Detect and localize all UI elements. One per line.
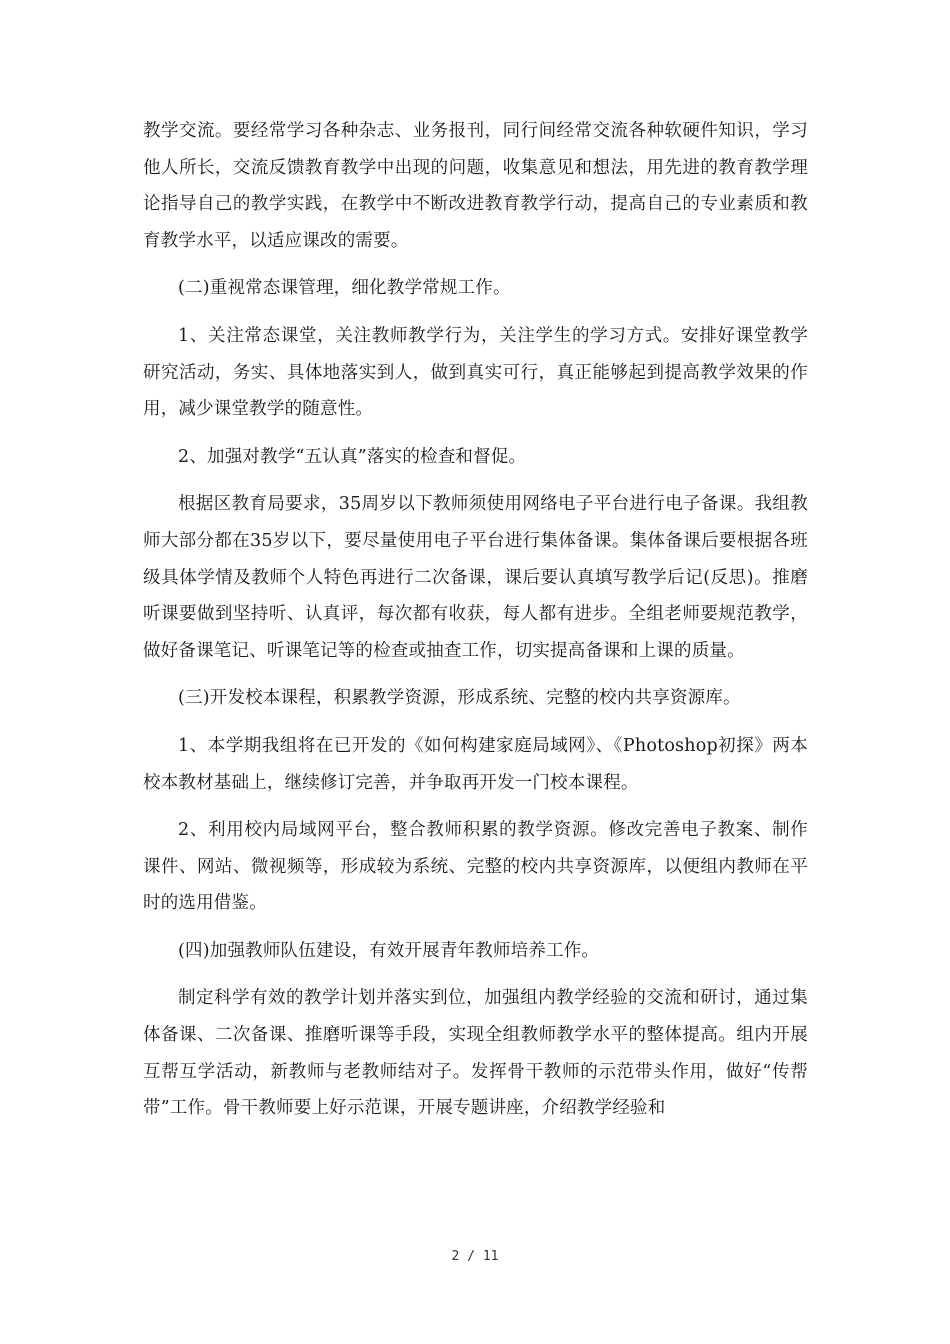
paragraph-9-heading: (四)加强教师队伍建设，有效开展青年教师培养工作。 — [178, 940, 600, 961]
paragraph-10: 制定科学有效的教学计划并落实到位，加强组内教学经验的交流和研讨，通过集体备课、二次备课、推磨听课等手段，实现全组教师教学水平的整体提高。组内开展互帮互学活动，新教师与老教师结对子。发挥骨干教师的示范带头作用，做好“传帮带”工作。骨干教师要上好示范课，开展专题讲座，介绍教学经验和 — [143, 988, 808, 1119]
paragraph-8: 2、利用校内局域网平台，整合教师积累的教学资源。修改完善电子教案、制作课件、网站、微视频等，形成较为系统、完整的校内共享资源库，以便组内教师在平时的选用借鉴。 — [143, 820, 808, 914]
page-number: 2 / 11 — [451, 1249, 499, 1264]
paragraph-7: 1、本学期我组将在已开发的《如何构建家庭局域网》、《Photoshop初探》两本校本教材基础上，继续修订完善，并争取再开发一门校本课程。 — [143, 735, 808, 793]
paragraph-3: 1、关注常态课堂，关注教师教学行为，关注学生的学习方式。安排好课堂教学研究活动，务实、具体地落实到人，做到真实可行，真正能够起到提高教学效果的作用，减少课堂教学的随意性。 — [143, 325, 808, 420]
paragraph-1: 教学交流。要经常学习各种杂志、业务报刊，同行间经常交流各种软硬件知识，学习他人所长，交流反馈教育教学中出现的问题，收集意见和想法，用先进的教育教学理论指导自己的教学实践，在教学中不断改进教育教学行动，提高自己的专业素质和教育教学水平，以适应课改的需要。 — [143, 121, 808, 251]
paragraph-4: 2、加强对教学“五认真”落实的检查和督促。 — [178, 446, 527, 467]
paragraph-5: 根据区教育局要求，35周岁以下教师须使用网络电子平台进行电子备课。我组教师大部分都在35岁以下，要尽量使用电子平台进行集体备课。集体备课后要根据各班级具体学情及教师个人特色再进行二次备课，课后要认真填写教学后记(反思)。推磨听课要做到坚持听、认真评，每次都有收获，每人都有进步。全组老师要规范教学，做好备课笔记、听课笔记等的检查或抽查工作，切实提高备课和上课的质量。 — [143, 494, 808, 661]
paragraph-2-heading: (二)重视常态课管理，细化教学常规工作。 — [178, 278, 511, 299]
document-body — [143, 113, 808, 1127]
paragraph-6-heading: (三)开发校本课程，积累教学资源，形成系统、完整的校内共享资源库。 — [178, 688, 741, 709]
